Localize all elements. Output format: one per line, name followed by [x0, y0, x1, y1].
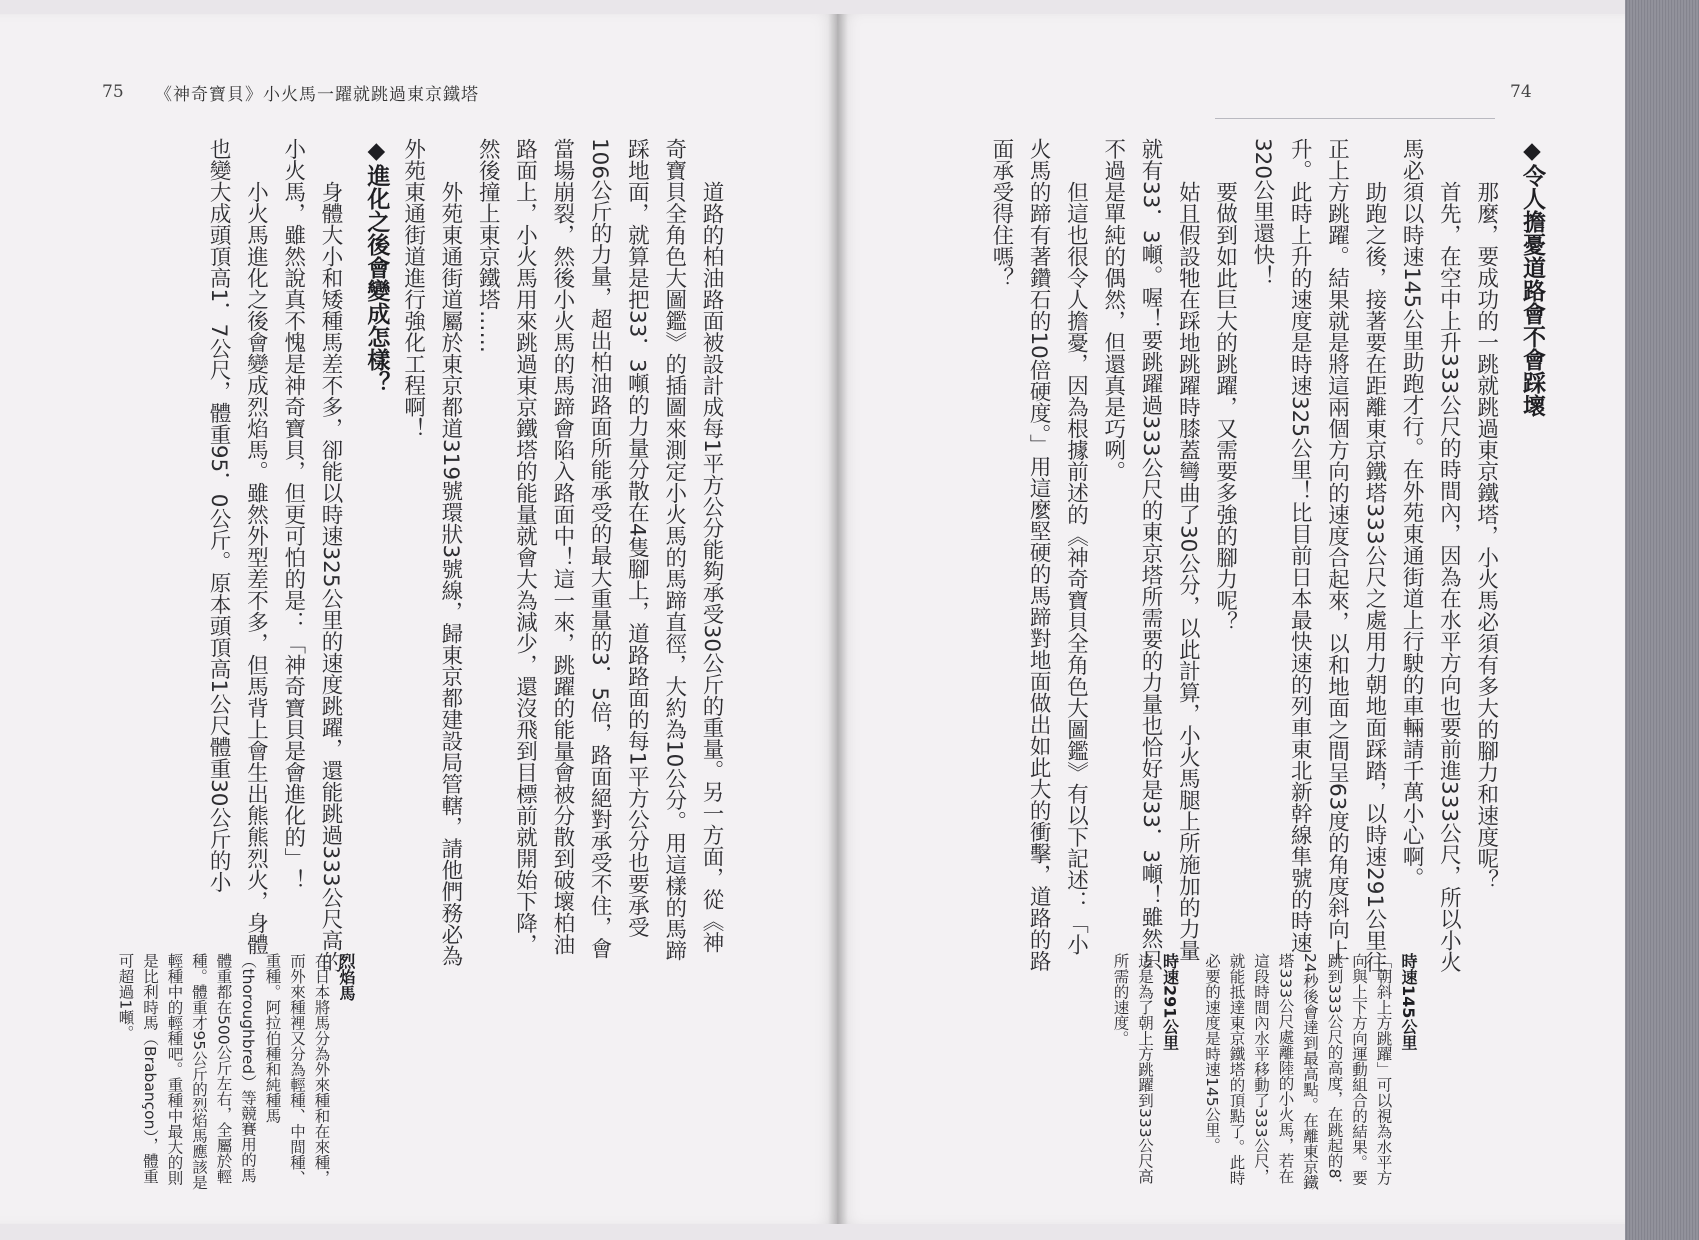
paragraph: 要做到如此巨大的跳躍，又需要多強的腳力呢？ — [1212, 181, 1238, 633]
note-title: 烈焰馬 — [337, 953, 356, 1001]
book-gutter — [828, 14, 848, 1224]
page-number-right: 74 — [1510, 82, 1532, 102]
paragraph: 身體大小和矮種馬差不多，卻能以時速325公里的速度跳躍，還能跳過333公尺高的小火馬，雖然說真不愧是神奇寶貝，但更可怕的是：「神奇寶貝是會進化的」！ — [280, 138, 344, 973]
right-page-notes — [1020, 953, 1420, 1198]
page-number-left: 75 — [102, 82, 124, 102]
left-page-notes — [118, 953, 358, 1198]
note-text: 在日本將馬分為外來種和在來種，而外來種裡又分為輕種、中間種、重種。阿拉伯種和純種馬（thoroughbred）等競賽用的馬體重都在500公斤左右，全屬於輕種。體重才95公斤的烈焰馬應該是輕種中的輕種吧。重種中最大的則是比利時馬（Brabançon），體重可超過1噸。 — [116, 953, 331, 1190]
header-rule — [1215, 118, 1495, 119]
left-page-body — [170, 138, 730, 973]
paragraph: 那麼，要成功的一跳就跳過東京鐵塔，小火馬必須有多大的腳力和速度呢？ — [1473, 181, 1499, 891]
page-edges — [1625, 0, 1699, 1240]
note-text: 這是為了朝上方跳躍到333公尺高所需的速度。 — [1111, 953, 1154, 1185]
paragraph: 但這也很令人擔憂，因為根據前述的《神奇寶貝全角色大圖鑑》有以下記述：「小火馬的蹄有著鑽石的10倍硬度。」用這麼堅硬的馬蹄對地面做出如此大的衝擊，道路的路面承受得住嗎？ — [988, 138, 1089, 972]
note-title: 時速145公里 — [1399, 953, 1418, 1051]
paragraph: 助跑之後，接著要在距離東京鐵塔333公尺之處用力朝地面踩踏，以時速291公里往正上方跳躍。結果就是將這兩個方向的速度合起來，以和地面之間呈63度的角度斜向上升。此時上升的速度是時速325公里！比目前日本最快速的列車東北新幹線隼號的時速320公里還快！ — [1249, 138, 1387, 973]
paragraph: 首先，在空中上升333公尺的時間內，因為在水平方向也要前進333公尺，所以小火馬必須以時速145公里助跑才行。在外苑東通街道上行駛的車輛請千萬小心啊。 — [1399, 138, 1462, 973]
section-heading: ◆令人擔憂道路會不會踩壞 — [1519, 138, 1545, 417]
note-title: 時速291公里 — [1160, 953, 1180, 1051]
right-page-body — [925, 138, 1550, 973]
note-text: 「朝斜上方跳躍」可以視為水平方向與上下方向運動組合的結果。要跳到333公尺的高度，在跳起的8．24秒後會達到最高點。在離東京鐵塔333公尺處離陸的小火馬，若在這段時間內水平移動了333公尺，就能抵達東京鐵塔的頂點了。此時必要的速度是時速145公里。 — [1203, 953, 1393, 1194]
running-head: 《神奇寶貝》小火馬一躍就跳過東京鐵塔 — [155, 85, 479, 105]
paragraph: 道路的柏油路面被設計成每1平方公分能夠承受30公斤的重量。另一方面，從《神奇寶貝全角色大圖鑑》的插圖來測定小火馬的馬蹄直徑，大約為10公分。用這樣的馬蹄踩地面，就算是把33．3噸的力量分散在4隻腳上，道路路面的每1平方公分也要承受106公斤的力量，超出柏油路面所能承受的最大重量的3．5倍，路面絕對承受不住，會當場崩裂，然後小火馬的馬蹄會陷入路面中！這一來，跳躍的能量會被分散到破壞柏油路面上，小火馬用來跳過東京鐵塔的能量就會大為減少，還沒飛到目標前就開始下降，然後撞上東京鐵塔…… — [475, 138, 724, 961]
paragraph: 外苑東通街道屬於東京都道319號環狀3號線，歸東京都建設局管轄，請他們務必為外苑東通街道進行強化工程啊！ — [400, 138, 463, 967]
paragraph: 姑且假設牠在踩地跳躍時膝蓋彎曲了30公分，以此計算，小火馬腿上所施加的力量就有33．3噸。喔！要跳躍過333公尺的東京塔所需要的力量也恰好是33．3噸！雖然只不過是單純的偶然，但還真是巧咧。 — [1100, 138, 1201, 971]
paragraph: 小火馬進化之後會變成烈焰馬。雖然外型差不多，但馬背上會生出熊熊烈火，身體也變大成頭頂高1．7公尺，體重95．0公斤。原本頭頂高1公尺體重30公斤的小 — [206, 138, 269, 955]
section-heading: ◆進化之後會變成怎樣？ — [363, 138, 390, 394]
